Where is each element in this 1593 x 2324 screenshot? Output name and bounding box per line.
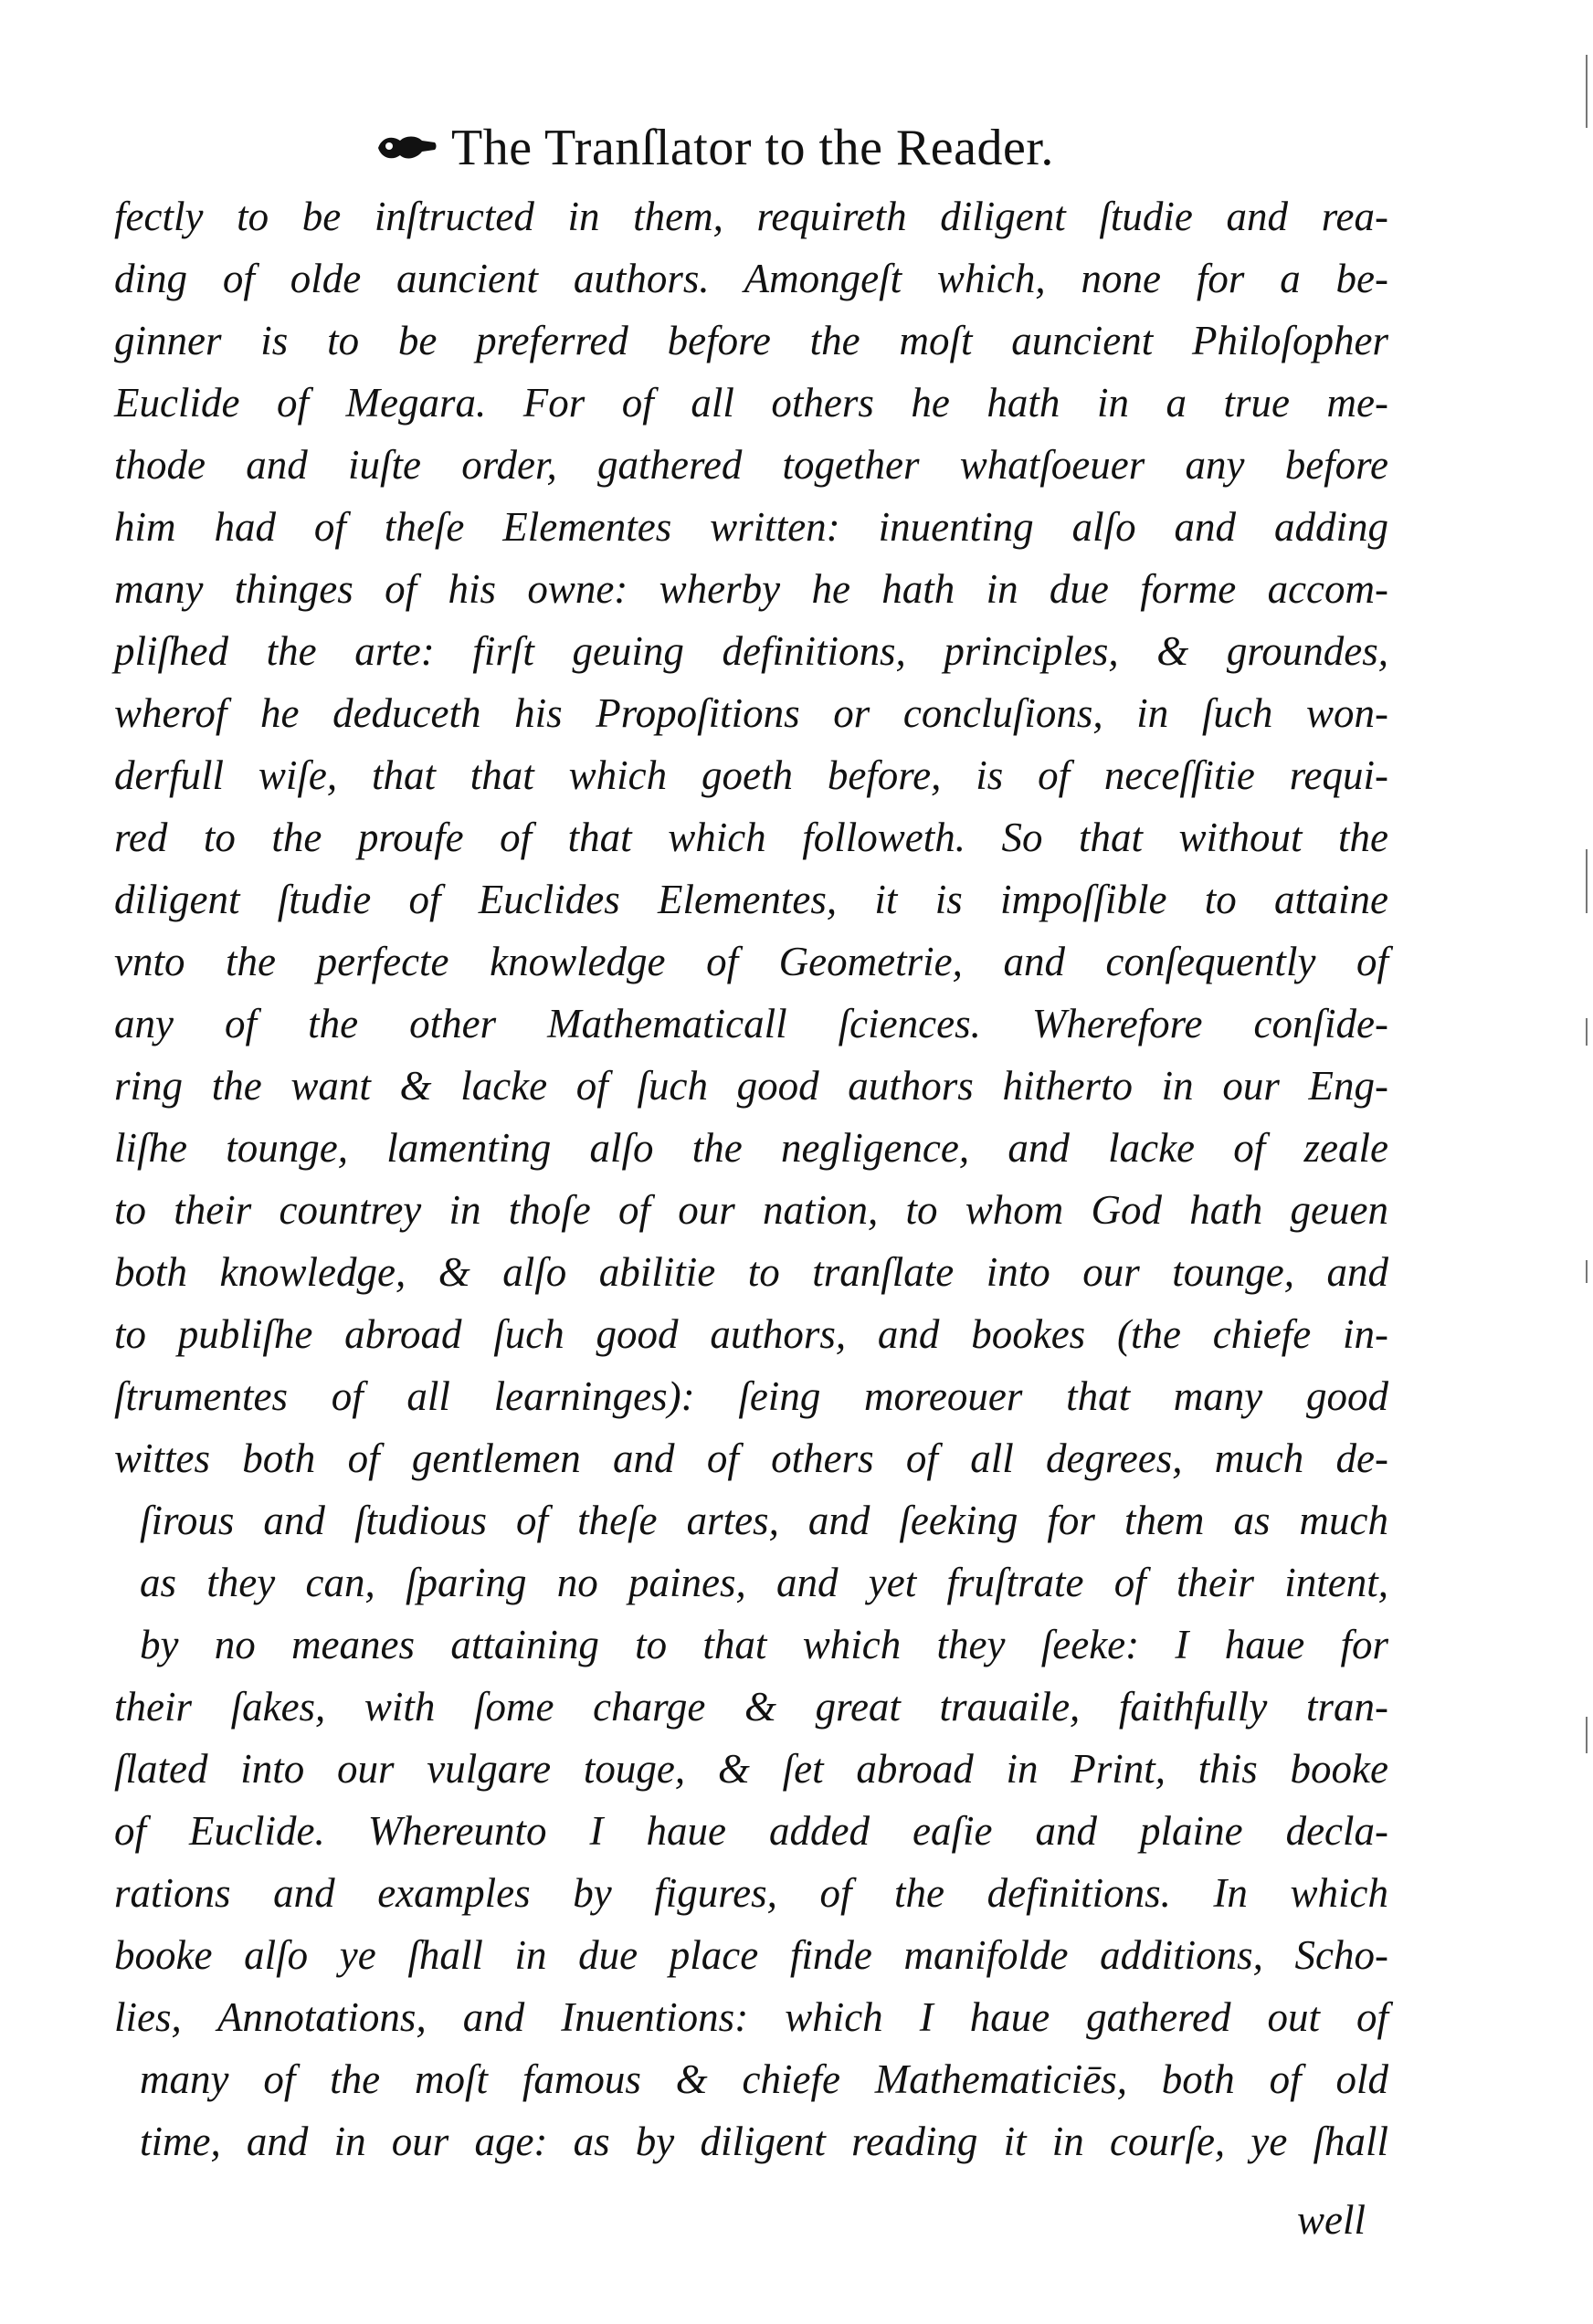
text-line: ſtrumentes of all learninges): ſeing moreouer that many good xyxy=(114,1373,1388,1419)
header-title: The Tranſlator to the Reader. xyxy=(451,120,1054,176)
text-line: vnto the perfecte knowledge of Geometrie, and conſequently of xyxy=(114,939,1388,984)
text-line: diligent ſtudie of Euclides Elementes, it is impoſſible to attaine xyxy=(114,877,1388,922)
text-line: as they can, ſparing no paines, and yet fruſtrate of their intent, xyxy=(140,1560,1388,1605)
scan-edge-mark xyxy=(1586,1260,1588,1283)
text-line: red to the proufe of that which followeth. So that without the xyxy=(114,815,1388,860)
scan-edge-mark xyxy=(1586,1018,1588,1046)
text-line: to their countrey in thoſe of our nation, to whom God hath geuen xyxy=(114,1187,1388,1233)
text-line: by no meanes attaining to that which they ſeeke: I haue for xyxy=(140,1622,1388,1667)
text-line: fectly to be inſtructed in them, requireth diligent ſtudie and rea- xyxy=(114,194,1388,239)
text-line: ding of olde auncient authors. Amongeſt which, none for a be- xyxy=(114,256,1388,301)
text-line: wherof he deduceth his Propoſitions or concluſions, in ſuch won- xyxy=(114,690,1388,736)
running-header xyxy=(375,111,1197,184)
hand-pointer-ornament-icon xyxy=(375,130,438,166)
scan-edge-mark xyxy=(1586,1717,1588,1753)
text-line: derfull wiſe, that that which goeth before, is of neceſſitie requi- xyxy=(114,752,1388,798)
text-line: lies, Annotations, and Inuentions: which I haue gathered out of xyxy=(114,1994,1388,2040)
text-line: both knowledge, & alſo abilitie to tranſlate into our tounge, and xyxy=(114,1249,1388,1295)
text-line: thode and iuſte order, gathered together whatſoeuer any before xyxy=(114,442,1388,488)
catchword: well xyxy=(1297,2197,1366,2243)
text-line: rations and examples by figures, of the definitions. In which xyxy=(114,1870,1388,1916)
text-line: to publiſhe abroad ſuch good authors, and bookes (the chiefe in- xyxy=(114,1311,1388,1357)
text-line: ginner is to be preferred before the moſt auncient Philoſopher xyxy=(114,318,1388,363)
scan-edge-mark xyxy=(1586,849,1588,913)
scan-edge-mark xyxy=(1586,55,1588,128)
text-line: time, and in our age: as by diligent reading it in courſe, ye ſhall xyxy=(140,2119,1388,2164)
text-line: wittes both of gentlemen and of others of all degrees, much de- xyxy=(114,1435,1388,1481)
text-line: ſirous and ſtudious of theſe artes, and ſeeking for them as much xyxy=(140,1498,1388,1543)
text-line: any of the other Mathematicall ſciences. Wherefore conſide- xyxy=(114,1001,1388,1046)
text-line: many of the moſt famous & chiefe Mathematiciēs, both of old xyxy=(140,2056,1388,2102)
text-line: Euclide of Megara. For of all others he hath in a true me- xyxy=(114,380,1388,426)
text-line: booke alſo ye ſhall in due place finde manifolde additions, Scho- xyxy=(114,1932,1388,1978)
text-line: many thinges of his owne: wherby he hath in due forme accom- xyxy=(114,566,1388,612)
text-line: their ſakes, with ſome charge & great trauaile, faithfully tran- xyxy=(114,1684,1388,1730)
body-text-block xyxy=(114,185,1411,2172)
text-line: ſlated into our vulgare touge, & ſet abroad in Print, this booke xyxy=(114,1746,1388,1792)
text-line: of Euclide. Whereunto I haue added eaſie and plaine decla- xyxy=(114,1808,1388,1854)
text-line: liſhe tounge, lamenting alſo the negligence, and lacke of zeale xyxy=(114,1125,1388,1171)
text-line: him had of theſe Elementes written: inuenting alſo and adding xyxy=(114,504,1388,550)
text-line: pliſhed the arte: firſt geuing definitions, principles, & groundes, xyxy=(114,628,1388,674)
text-line: ring the want & lacke of ſuch good authors hitherto in our Eng- xyxy=(114,1063,1388,1109)
